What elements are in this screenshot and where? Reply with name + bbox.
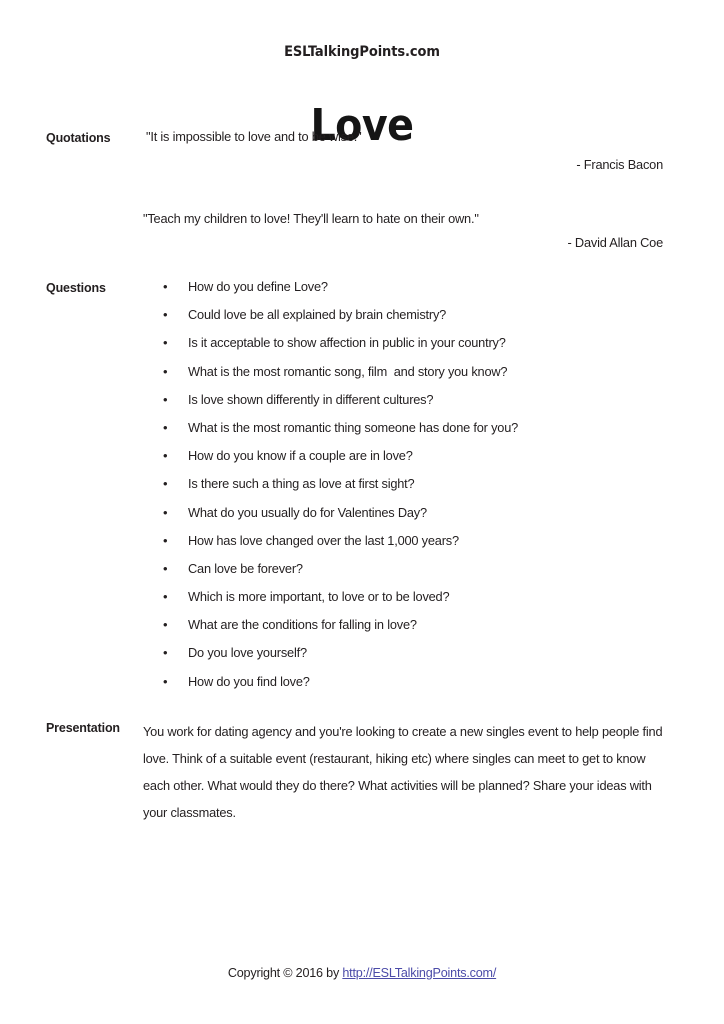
section-label-quotations: Quotations: [46, 131, 111, 145]
question-item: [163, 391, 683, 419]
presentation-body: You work for dating agency and you're looking to create a new singles event to help people find love. Think of a suitable event (restaurant, hiking etc) where singles can meet to get to know each other. What would they do there? What activities will be planned? Share your ideas with your classmates.: [143, 724, 663, 820]
question-text: What are the conditions for falling in love?: [188, 617, 417, 633]
question-text: How do you define Love?: [188, 279, 328, 294]
question-text: Is love shown differently in different cultures?: [188, 391, 434, 407]
quotation-text: "It is impossible to love and to be wise.": [146, 129, 362, 144]
question-item: [163, 363, 683, 391]
question-item: [163, 475, 683, 503]
bullet-icon: •: [163, 673, 168, 689]
question-item: [163, 673, 683, 701]
bullet-icon: •: [163, 532, 168, 548]
page-title: Love: [310, 100, 414, 152]
bullet-icon: •: [163, 279, 168, 294]
section-label-questions: Questions: [46, 281, 106, 295]
footer: [0, 964, 724, 982]
bullet-icon: •: [163, 645, 168, 661]
question-text: Can love be forever?: [188, 560, 303, 576]
quotation-text: "Teach my children to love! They'll learn to hate on their own.": [143, 211, 479, 226]
question-text: Could love be all explained by brain chemistry?: [188, 307, 447, 323]
copyright-text: Copyright © 2016 by: [227, 966, 343, 980]
question-item: [163, 419, 683, 447]
questions-list: [163, 278, 683, 701]
quotation-attribution: - Francis Bacon: [576, 157, 663, 172]
section-label-presentation: Presentation: [46, 721, 120, 735]
bullet-icon: •: [163, 419, 168, 435]
bullet-icon: •: [163, 363, 168, 379]
question-text: What do you usually do for Valentines Day?: [188, 504, 427, 520]
question-item: [163, 334, 683, 362]
question-item: [163, 306, 683, 334]
bullet-icon: •: [163, 335, 168, 351]
question-text: How do you know if a couple are in love?: [188, 448, 413, 464]
question-text: How do you find love?: [188, 673, 310, 689]
question-text: What is the most romantic song, film and story you know?: [188, 363, 508, 379]
question-item: [163, 447, 683, 475]
bullet-icon: •: [163, 476, 168, 492]
site-link[interactable]: http://ESLTalkingPoints.com/: [342, 966, 497, 980]
site-name-header: ESLTalkingPoints.com: [284, 44, 440, 60]
bullet-icon: •: [163, 617, 168, 633]
question-text: How has love changed over the last 1,000 years?: [188, 532, 459, 548]
quotation-attribution: - David Allan Coe: [567, 235, 663, 250]
quotations-section: [143, 128, 665, 252]
bullet-icon: •: [163, 391, 168, 407]
quotation-item: [143, 210, 665, 252]
bullet-icon: •: [163, 589, 168, 605]
question-item: [163, 278, 683, 306]
bullet-icon: •: [163, 448, 168, 464]
question-text: Which is more important, to love or to be loved?: [188, 589, 450, 605]
question-item: [163, 504, 683, 532]
question-text: Do you love yourself?: [188, 645, 307, 661]
question-item: [163, 644, 683, 672]
question-text: Is there such a thing as love at first sight?: [188, 476, 415, 492]
question-text: Is it acceptable to show affection in public in your country?: [188, 335, 506, 351]
quotation-item: [143, 128, 665, 174]
bullet-icon: •: [163, 504, 168, 520]
question-item: [163, 588, 683, 616]
question-text: What is the most romantic thing someone has done for you?: [188, 419, 519, 435]
question-item: [163, 560, 683, 588]
bullet-icon: •: [163, 307, 168, 323]
bullet-icon: •: [163, 560, 168, 576]
question-item: [163, 616, 683, 644]
question-item: [163, 532, 683, 560]
